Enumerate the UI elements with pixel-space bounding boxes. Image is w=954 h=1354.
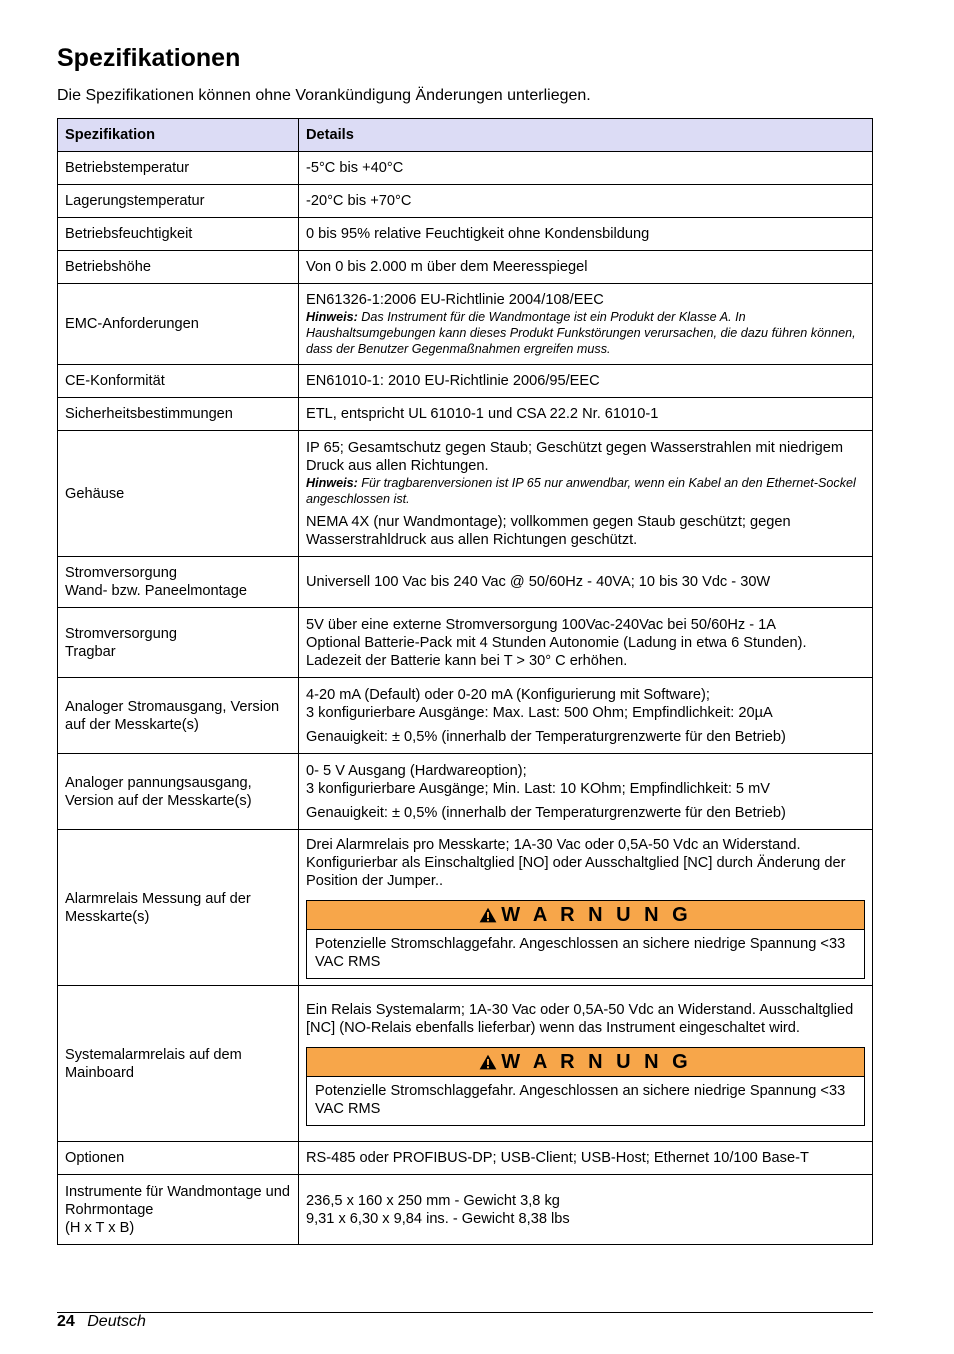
footer-divider: [57, 1312, 873, 1313]
details-text-2: Genauigkeit: ± 0,5% (innerhalb der Temperaturgrenzwerte für den Betrieb): [306, 804, 786, 821]
spec-cell: Gehäuse: [58, 431, 299, 557]
table-row: [58, 1142, 873, 1175]
details-cell: [299, 830, 873, 986]
details-text-2: NEMA 4X (nur Wandmontage); vollkommen gegen Staub geschützt; gegen Wasserstrahldruck aus allen Richtungen geschützt.: [306, 513, 791, 548]
table-row: [58, 830, 873, 986]
details-cell: Universell 100 Vac bis 240 Vac @ 50/60Hz - 40VA; 10 bis 30 Vdc - 30W: [299, 557, 873, 608]
specifications-table: [57, 118, 873, 1245]
table-row: [58, 152, 873, 185]
note-body: Das Instrument für die Wandmontage ist ein Produkt der Klasse A. In Haushaltsumgebungen kann dieses Produkt Funkstörungen verursachen, die dazu führen können, dass der Benutzer Gegenmaßnahmen ergreifen muss.: [306, 310, 856, 356]
warning-header: [307, 1048, 864, 1077]
details-cell: 236,5 x 160 x 250 mm - Gewicht 3,8 kg 9,31 x 6,30 x 9,84 ins. - Gewicht 8,38 lbs: [299, 1175, 873, 1245]
column-header-details: Details: [299, 119, 873, 152]
warning-text: Potenzielle Stromschlaggefahr. Angeschlossen an sichere niedrige Spannung <33 VAC RMS: [315, 936, 846, 970]
table-row: [58, 986, 873, 1142]
warning-box: [306, 900, 865, 979]
details-text: IP 65; Gesamtschutz gegen Staub; Geschützt gegen Wasserstrahlen mit niedrigem Druck aus allen Richtungen.: [306, 439, 844, 474]
page-title: Spezifikationen: [57, 44, 241, 72]
table-row: [58, 284, 873, 365]
details-cell: -5°C bis +40°C: [299, 152, 873, 185]
details-cell: [299, 986, 873, 1142]
note-text: [306, 309, 865, 357]
table-row: [58, 754, 873, 830]
details-cell: 5V über eine externe Stromversorgung 100Vac-240Vac bei 50/60Hz - 1A Optional Batterie-Pack mit 4 Stunden Autonomie (Ladung in etwa 6 Stunden). Ladezeit der Batterie kann bei T > 30° C erhöhen.: [299, 608, 873, 678]
warning-triangle-icon: [479, 1054, 497, 1070]
warning-box: [306, 1047, 865, 1126]
spec-cell: Betriebsfeuchtigkeit: [58, 218, 299, 251]
note-label: Hinweis:: [306, 310, 358, 324]
details-cell: Von 0 bis 2.000 m über dem Meeresspiegel: [299, 251, 873, 284]
spec-cell: Systemalarmrelais auf dem Mainboard: [58, 986, 299, 1142]
table-row: [58, 608, 873, 678]
details-text: Ein Relais Systemalarm; 1A-30 Vac oder 0,5A-50 Vdc an Widerstand. Ausschaltglied [NC] (NO-Relais ebenfalls lieferbar) wenn das Instrument eingeschaltet wird.: [306, 1002, 854, 1036]
table-header-row: [58, 119, 873, 152]
note-label: Hinweis:: [306, 475, 358, 490]
spec-cell: Sicherheitsbestimmungen: [58, 398, 299, 431]
details-cell: [299, 431, 873, 557]
table-row: [58, 185, 873, 218]
page-footer: [57, 1313, 146, 1331]
note-text: [306, 475, 865, 507]
spec-cell: Analoger pannungsausgang, Version auf der Messkarte(s): [58, 754, 299, 830]
details-cell: [299, 678, 873, 754]
table-row: [58, 1175, 873, 1245]
details-text-2: Genauigkeit: ± 0,5% (innerhalb der Temperaturgrenzwerte für den Betrieb): [306, 728, 786, 745]
spec-cell: Lagerungstemperatur: [58, 185, 299, 218]
details-cell: EN61010-1: 2010 EU-Richtlinie 2006/95/EEC: [299, 365, 873, 398]
table-row: [58, 398, 873, 431]
details-text: 0- 5 V Ausgang (Hardwareoption); 3 konfigurierbare Ausgänge; Min. Last: 10 KOhm; Empfindlichkeit: 5 mV: [306, 762, 770, 797]
details-text: Drei Alarmrelais pro Messkarte; 1A-30 Vac oder 0,5A-50 Vdc an Widerstand. Konfigurierbar als Einschaltglied [NO] oder Ausschaltglied [NC] durch Änderung der Position der Jumper..: [306, 837, 846, 889]
details-text: 4-20 mA (Default) oder 0-20 mA (Konfigurierung mit Software); 3 konfigurierbare Ausgänge: Max. Last: 500 Ohm; Empfindlichkeit: 20µA: [306, 686, 773, 721]
table-row: [58, 218, 873, 251]
details-cell: [299, 284, 873, 365]
table-row: [58, 678, 873, 754]
table-row: [58, 365, 873, 398]
warning-title: W A R N U N G: [501, 904, 692, 926]
details-cell: [299, 754, 873, 830]
footer-language: Deutsch: [87, 1313, 146, 1330]
page-number: 24: [57, 1313, 75, 1330]
warning-header: [307, 901, 864, 930]
table-row: [58, 431, 873, 557]
spec-cell: EMC-Anforderungen: [58, 284, 299, 365]
spec-cell: Alarmrelais Messung auf der Messkarte(s): [58, 830, 299, 986]
details-cell: RS-485 oder PROFIBUS-DP; USB-Client; USB-Host; Ethernet 10/100 Base-T: [299, 1142, 873, 1175]
details-cell: -20°C bis +70°C: [299, 185, 873, 218]
warning-triangle-icon: [479, 907, 497, 923]
warning-text: Potenzielle Stromschlaggefahr. Angeschlossen an sichere niedrige Spannung <33 VAC RMS: [315, 1083, 846, 1117]
table-row: [58, 251, 873, 284]
spec-cell: Optionen: [58, 1142, 299, 1175]
details-text: EN61326-1:2006 EU-Richtlinie 2004/108/EEC: [306, 292, 604, 308]
spec-cell: Instrumente für Wandmontage und Rohrmontage (H x T x B): [58, 1175, 299, 1245]
details-cell: 0 bis 95% relative Feuchtigkeit ohne Kondensbildung: [299, 218, 873, 251]
spec-cell: Stromversorgung Wand- bzw. Paneelmontage: [58, 557, 299, 608]
spec-cell: Stromversorgung Tragbar: [58, 608, 299, 678]
table-row: [58, 557, 873, 608]
warning-title: W A R N U N G: [501, 1051, 692, 1073]
spec-cell: CE-Konformität: [58, 365, 299, 398]
spec-cell: Betriebshöhe: [58, 251, 299, 284]
note-body: Für tragbarenversionen ist IP 65 nur anwendbar, wenn ein Kabel an den Ethernet-Sockel angeschlossen ist.: [306, 475, 856, 506]
column-header-spec: Spezifikation: [58, 119, 299, 152]
intro-text: Die Spezifikationen können ohne Vorankündigung Änderungen unterliegen.: [57, 87, 591, 104]
spec-cell: Betriebstemperatur: [58, 152, 299, 185]
details-cell: ETL, entspricht UL 61010-1 und CSA 22.2 Nr. 61010-1: [299, 398, 873, 431]
spec-cell: Analoger Stromausgang, Version auf der Messkarte(s): [58, 678, 299, 754]
